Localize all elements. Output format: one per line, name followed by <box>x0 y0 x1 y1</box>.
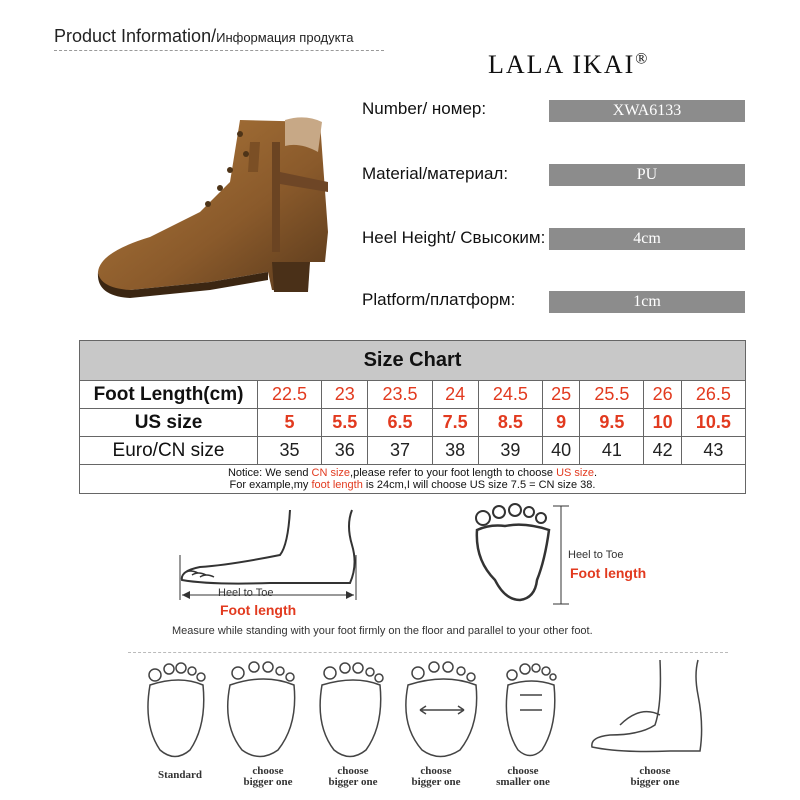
spec-material-value: PU <box>549 164 745 186</box>
table-cell: 36 <box>322 437 368 465</box>
caption-line: choose <box>507 765 539 777</box>
caption-bigger-3 <box>396 766 476 788</box>
size-chart-title: Size Chart <box>80 341 746 381</box>
table-cell: 9.5 <box>580 409 644 437</box>
table-cell: 7.5 <box>432 409 478 437</box>
product-info-title <box>54 26 353 47</box>
side-foot-length: Foot length <box>220 602 297 618</box>
foot-instep-icon <box>592 660 702 752</box>
sole-foot-diagram <box>465 500 585 610</box>
euro-size-row <box>80 437 746 465</box>
caption-line: choose <box>252 765 284 777</box>
title-en: Product Information/ <box>54 26 217 46</box>
table-cell: 10 <box>644 409 681 437</box>
table-cell: 9 <box>542 409 579 437</box>
spec-platform-label: Platform/платформ: <box>362 290 516 309</box>
caption-line: choose <box>337 765 369 777</box>
table-cell: 38 <box>432 437 478 465</box>
spec-material-label: Material/материал: <box>362 164 509 183</box>
notice-text: ,please refer to your foot length to choose <box>350 467 557 479</box>
caption-line: bigger one <box>411 776 461 788</box>
us-size-row <box>80 409 746 437</box>
row-label: US size <box>80 409 258 437</box>
caption-bigger-1 <box>228 766 308 788</box>
notice-text: . <box>594 467 598 479</box>
foot-narrow-icon <box>506 664 556 756</box>
caption-line: smaller one <box>496 776 550 788</box>
notice-highlight: CN size <box>311 467 351 479</box>
row-label: Foot Length(cm) <box>80 381 258 409</box>
table-cell: 40 <box>542 437 579 465</box>
example-text: is 24cm,I will choose US size 7.5 = CN size 38. <box>362 479 596 491</box>
foot-types-diagram <box>125 655 725 765</box>
table-cell: 8.5 <box>478 409 542 437</box>
spec-number-value: XWA6133 <box>549 100 745 122</box>
table-cell: 37 <box>368 437 432 465</box>
table-cell: 41 <box>580 437 644 465</box>
table-cell: 26.5 <box>681 381 745 409</box>
spec-heel-label: Heel Height/ Свысоким: <box>362 228 546 247</box>
foot-flat-icon <box>406 662 477 757</box>
measure-instruction: Measure while standing with your foot firmly on the floor and parallel to your other foot. <box>172 625 593 637</box>
size-chart-table <box>79 340 746 494</box>
table-cell: 23 <box>322 381 368 409</box>
foot-standard-icon <box>148 663 205 757</box>
spec-heel-value: 4cm <box>549 228 745 250</box>
caption-line: choose <box>639 765 671 777</box>
caption-line: bigger one <box>328 776 378 788</box>
registered-mark: ® <box>635 50 650 68</box>
table-cell: 43 <box>681 437 745 465</box>
table-cell: 6.5 <box>368 409 432 437</box>
table-cell: 22.5 <box>258 381 322 409</box>
notice-text: Notice: We send <box>227 467 312 479</box>
table-cell: 23.5 <box>368 381 432 409</box>
boot-image <box>90 112 340 302</box>
table-cell: 25 <box>542 381 579 409</box>
caption-bigger-2 <box>313 766 393 788</box>
table-cell: 39 <box>478 437 542 465</box>
row-label: Euro/CN size <box>80 437 258 465</box>
notice-highlight: US size <box>556 467 594 479</box>
spec-platform-value: 1cm <box>549 291 745 313</box>
caption-line: bigger one <box>630 776 680 788</box>
guide-divider <box>128 652 728 653</box>
sole-foot-length: Foot length <box>570 565 647 581</box>
size-notice <box>80 465 746 494</box>
table-cell: 10.5 <box>681 409 745 437</box>
table-cell: 42 <box>644 437 681 465</box>
foot-wide-icon <box>228 662 295 757</box>
foot-length-row <box>80 381 746 409</box>
foot-high-arch-icon <box>320 663 383 757</box>
brand-logo <box>488 50 649 80</box>
table-cell: 24.5 <box>478 381 542 409</box>
table-cell: 5 <box>258 409 322 437</box>
header-divider <box>54 50 384 51</box>
spec-number-label: Number/ номер: <box>362 99 487 118</box>
example-highlight: foot length <box>311 479 363 491</box>
side-heel-to-toe: Heel to Toe <box>218 587 274 599</box>
table-cell: 24 <box>432 381 478 409</box>
brand-name: LALA IKAI <box>488 50 636 79</box>
caption-line: choose <box>420 765 452 777</box>
table-cell: 25.5 <box>580 381 644 409</box>
caption-standard <box>140 770 220 781</box>
table-cell: 35 <box>258 437 322 465</box>
table-cell: 5.5 <box>322 409 368 437</box>
caption-smaller <box>478 766 568 788</box>
table-cell: 26 <box>644 381 681 409</box>
title-ru: Информация продукта <box>216 30 354 45</box>
caption-bigger-4 <box>615 766 695 788</box>
caption-line: Standard <box>157 769 203 781</box>
example-text: For example,my <box>229 479 312 491</box>
sole-heel-to-toe: Heel to Toe <box>568 549 624 561</box>
caption-line: bigger one <box>243 776 293 788</box>
